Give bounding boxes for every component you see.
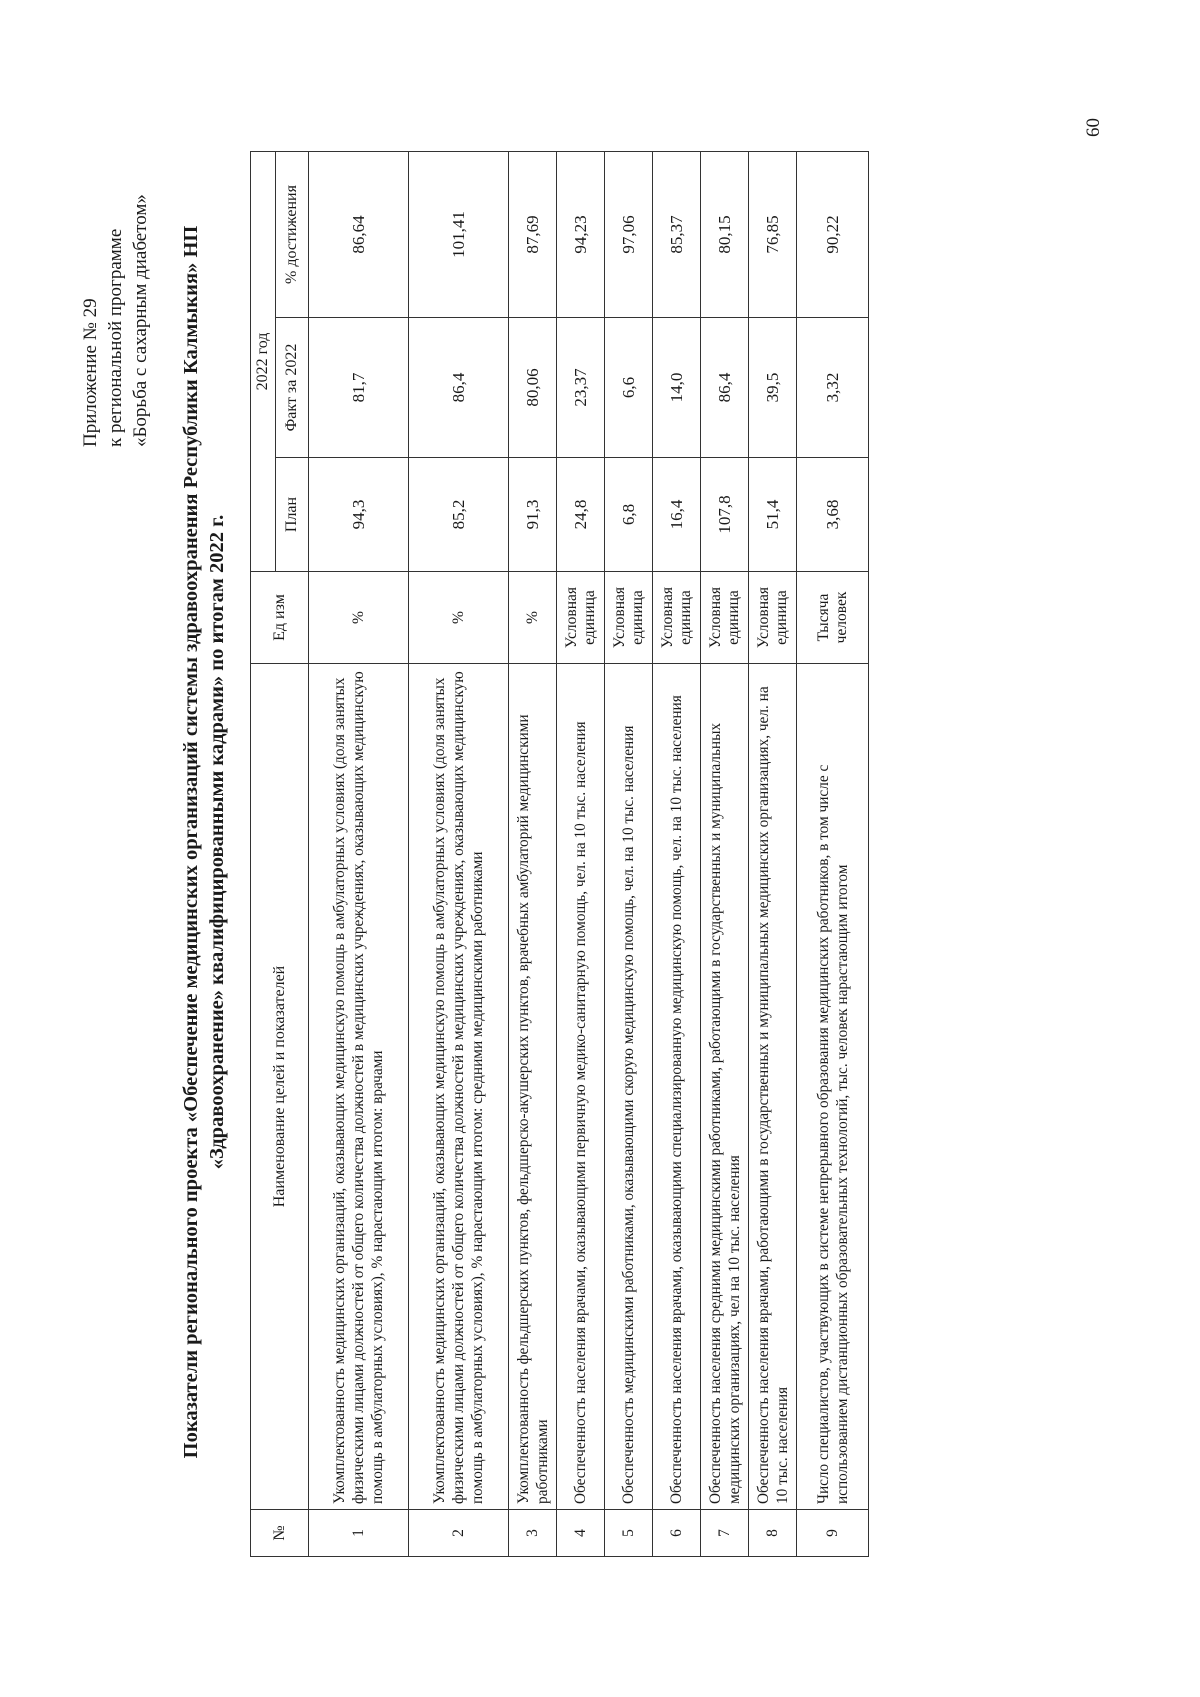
row-unit: % xyxy=(409,572,509,664)
row-unit: Условная единица xyxy=(701,572,749,664)
header-year: 2022 год xyxy=(251,152,276,572)
row-plan: 24,8 xyxy=(557,458,605,572)
row-unit: Условная единица xyxy=(605,572,653,664)
row-indicator: Обеспеченность медицинскими работниками, оказывающими скорую медицинскую помощь, чел. на 10 тыс. населения xyxy=(605,664,653,1510)
row-fact: 86,4 xyxy=(409,318,509,458)
row-plan: 91,3 xyxy=(509,458,557,572)
row-indicator: Обеспеченность населения врачами, оказывающими первичную медико-санитарную помощь, чел. на 10 тыс. населения xyxy=(557,664,605,1510)
header-pct: % достижения xyxy=(276,152,309,318)
header-name: Наименование целей и показателей xyxy=(251,664,309,1510)
row-no: 4 xyxy=(557,1510,605,1557)
row-pct: 97,06 xyxy=(605,152,653,318)
row-no: 2 xyxy=(409,1510,509,1557)
table-row xyxy=(509,152,557,1557)
table-row xyxy=(557,152,605,1557)
row-pct: 85,37 xyxy=(653,152,701,318)
row-no: 1 xyxy=(309,1510,409,1557)
row-unit: Условная единица xyxy=(557,572,605,664)
header-unit: Ед изм xyxy=(251,572,309,664)
title-line-1: Показатели регионального проекта «Обеспечение медицинских организаций системы здравоохранения Республики Калмыкия» НП xyxy=(180,225,202,1459)
row-fact: 86,4 xyxy=(701,318,749,458)
row-fact: 81,7 xyxy=(309,318,409,458)
page-number: 60 xyxy=(1083,118,1104,137)
row-fact: 14,0 xyxy=(653,318,701,458)
row-plan: 3,68 xyxy=(797,458,869,572)
title-line-2: «Здравоохранение» квалифицированными кадрами» по итогам 2022 г. xyxy=(206,514,228,1170)
row-unit: % xyxy=(309,572,409,664)
row-no: 8 xyxy=(749,1510,797,1557)
header-plan: План xyxy=(276,458,309,572)
appendix-line-3: «Борьба с сахарным диабетом» xyxy=(130,194,151,447)
row-unit: Условная единица xyxy=(653,572,701,664)
row-fact: 39,5 xyxy=(749,318,797,458)
row-pct: 101,41 xyxy=(409,152,509,318)
indicators-table xyxy=(244,151,869,1557)
row-pct: 94,23 xyxy=(557,152,605,318)
row-plan: 107,8 xyxy=(701,458,749,572)
row-indicator: Число специалистов, участвующих в системе непрерывного образования медицинских работников, в том числе с использованием дистанционных образовательных технологий, тыс. человек нарастающим итогом xyxy=(797,664,869,1510)
row-indicator: Обеспеченность населения врачами, оказывающими специализированную медицинскую помощь, чел. на 10 тыс. населения xyxy=(653,664,701,1510)
row-pct: 87,69 xyxy=(509,152,557,318)
table-row xyxy=(653,152,701,1557)
row-indicator: Укомплектованность фельдшерских пунктов, фельдшерско-акушерских пунктов, врачебных амбулаторий медицинскими работниками xyxy=(509,664,557,1510)
row-indicator: Обеспеченность населения средними медицинскими работниками, работающими в государственных и муниципальных медицинских организациях, чел на 10 тыс. населения xyxy=(701,664,749,1510)
row-plan: 85,2 xyxy=(409,458,509,572)
row-fact: 6,6 xyxy=(605,318,653,458)
row-unit: % xyxy=(509,572,557,664)
row-pct: 76,85 xyxy=(749,152,797,318)
row-no: 6 xyxy=(653,1510,701,1557)
row-fact: 80,06 xyxy=(509,318,557,458)
row-no: 9 xyxy=(797,1510,869,1557)
header-fact: Факт за 2022 xyxy=(276,318,309,458)
appendix-line-2: к региональной программе xyxy=(105,228,126,447)
appendix-note xyxy=(78,27,153,447)
table-row xyxy=(701,152,749,1557)
row-plan: 6,8 xyxy=(605,458,653,572)
row-no: 3 xyxy=(509,1510,557,1557)
row-plan: 16,4 xyxy=(653,458,701,572)
table-row xyxy=(409,152,509,1557)
row-plan: 51,4 xyxy=(749,458,797,572)
row-pct: 86,64 xyxy=(309,152,409,318)
row-indicator: Укомплектованность медицинских организаций, оказывающих медицинскую помощь в амбулаторных условиях (доля занятых физическими лицами должностей от общего количества должностей в медицинских учреждениях, оказывающих медицинскую помощь в амбулаторных условиях), % нарастающим итогом: средними медицинскими работниками xyxy=(409,664,509,1510)
row-pct: 90,22 xyxy=(797,152,869,318)
table-row xyxy=(605,152,653,1557)
row-fact: 23,37 xyxy=(557,318,605,458)
row-unit: Тысяча человек xyxy=(797,572,869,664)
row-no: 7 xyxy=(701,1510,749,1557)
appendix-line-1: Приложение № 29 xyxy=(80,298,101,447)
row-no: 5 xyxy=(605,1510,653,1557)
document-title xyxy=(178,177,230,1507)
table-row xyxy=(797,152,869,1557)
row-pct: 80,15 xyxy=(701,152,749,318)
row-plan: 94,3 xyxy=(309,458,409,572)
table-row xyxy=(309,152,409,1557)
header-no: № xyxy=(251,1510,309,1557)
row-indicator: Обеспеченность населения врачами, работающими в государственных и муниципальных медицинских организациях, чел. на 10 тыс. населения xyxy=(749,664,797,1510)
row-indicator: Укомплектованность медицинских организаций, оказывающих медицинскую помощь в амбулаторных условиях (доля занятых физическими лицами должностей от общего количества должностей в медицинских учреждениях, оказывающих медицинскую помощь в амбулаторных условиях), % нарастающим итогом: врачами xyxy=(309,664,409,1510)
row-unit: Условная единица xyxy=(749,572,797,664)
table-row xyxy=(749,152,797,1557)
row-fact: 3,32 xyxy=(797,318,869,458)
